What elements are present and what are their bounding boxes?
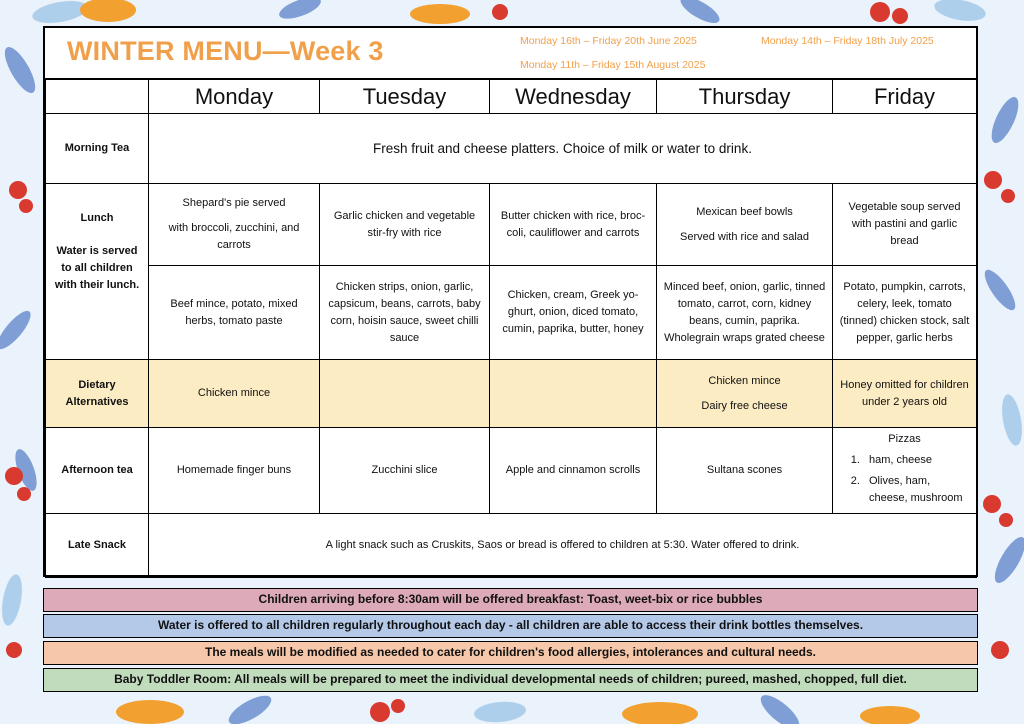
lunch-thursday-main: Mexican beef bowls [696,205,793,218]
pizza-item: 1. ham, cheese [863,452,970,469]
dietary-row [46,360,977,428]
title-row [45,28,976,80]
day-friday: Friday [833,79,977,114]
lunch-label: Lunch [80,212,114,224]
lunch-water-note: Water is served to all children with their lunch. [54,245,140,291]
late-snack-label: Late Snack [46,514,149,578]
day-tuesday: Tuesday [320,79,490,114]
lunch-friday: Vegetable soup served with pastini and garlic bread [833,184,977,266]
menu-sheet [43,26,978,577]
day-wednesday: Wednesday [490,79,657,114]
page-title: WINTER MENU—Week 3 [67,36,384,66]
afternoon-wednesday: Apple and cinnamon scrolls [490,428,657,514]
lunch-thursday [657,184,833,266]
morning-tea-label: Morning Tea [46,114,149,184]
corner-cell [46,79,149,114]
late-snack-text: A light snack such as Cruskits, Saos or bread is offered to children at 5:30. Water offered to drink. [149,514,977,578]
ingredients-wednesday: Chicken, cream, Greek yo-ghurt, onion, diced tomato, cumin, paprika, butter, honey [490,266,657,360]
lunch-row [46,184,977,266]
dietary-friday: Honey omitted for children under 2 years old [833,360,977,428]
dietary-thursday-item-2: Dairy free cheese [701,399,788,412]
morning-tea-text: Fresh fruit and cheese platters. Choice of milk or water to drink. [149,114,977,184]
lunch-monday-side: with broccoli, zucchini, and carrots [168,222,300,251]
afternoon-friday [833,428,977,514]
lunch-label-cell [46,184,149,360]
afternoon-thursday: Sultana scones [657,428,833,514]
pizza-item: 2. Olives, ham, cheese, mushroom [863,473,970,507]
lunch-monday [149,184,320,266]
ingredients-friday: Potato, pumpkin, carrots, celery, leek, tomato (tinned) chicken stock, salt pepper, garlic herbs [833,266,977,360]
lunch-tuesday: Garlic chicken and vegetable stir-fry with rice [320,184,490,266]
lunch-monday-main: Shepard's pie served [182,197,286,209]
lunch-wednesday: Butter chicken with rice, broc-coli, cauliflower and carrots [490,184,657,266]
ingredients-tuesday: Chicken strips, onion, garlic, capsicum, beans, carrots, baby corn, hoisin sauce, sweet chilli sauce [320,266,490,360]
pizza-title: Pizzas [888,432,921,445]
morning-tea-row [46,114,977,184]
dietary-thursday [657,360,833,428]
afternoon-tuesday: Zucchini slice [320,428,490,514]
ingredients-thursday: Minced beef, onion, garlic, tinned tomato, carrot, corn, kidney beans, cumin, paprika. Wholegrain wraps grated cheese [657,266,833,360]
date-range-august: Monday 11th – Friday 15th August 2025 [520,59,706,71]
dietary-label: Dietary Alternatives [46,360,149,428]
dietary-tuesday [320,360,490,428]
late-snack-row [46,514,977,578]
allergies-notice: The meals will be modified as needed to cater for children's food allergies, intolerances and cultural needs. [43,641,978,665]
dietary-wednesday [490,360,657,428]
ingredients-row [46,266,977,360]
afternoon-tea-row [46,428,977,514]
afternoon-tea-label: Afternoon tea [46,428,149,514]
water-notice: Water is offered to all children regularly throughout each day - all children are able to access their drink bottles themselves. [43,614,978,638]
dietary-monday: Chicken mince [149,360,320,428]
afternoon-monday: Homemade finger buns [149,428,320,514]
dietary-thursday-item-1: Chicken mince [708,374,781,387]
day-thursday: Thursday [657,79,833,114]
menu-table [45,78,977,578]
day-monday: Monday [149,79,320,114]
date-range-july: Monday 14th – Friday 18th July 2025 [761,35,934,47]
breakfast-notice: Children arriving before 8:30am will be offered breakfast: Toast, weet-bix or rice bubbles [43,588,978,612]
ingredients-monday: Beef mince, potato, mixed herbs, tomato paste [149,266,320,360]
baby-toddler-notice: Baby Toddler Room: All meals will be prepared to meet the individual developmental needs of children; pureed, mashed, chopped, full diet. [43,668,978,692]
day-header-row [46,79,977,114]
date-range-june: Monday 16th – Friday 20th June 2025 [520,35,697,47]
pizza-list [839,452,970,507]
lunch-thursday-side: Served with rice and salad [679,230,809,243]
